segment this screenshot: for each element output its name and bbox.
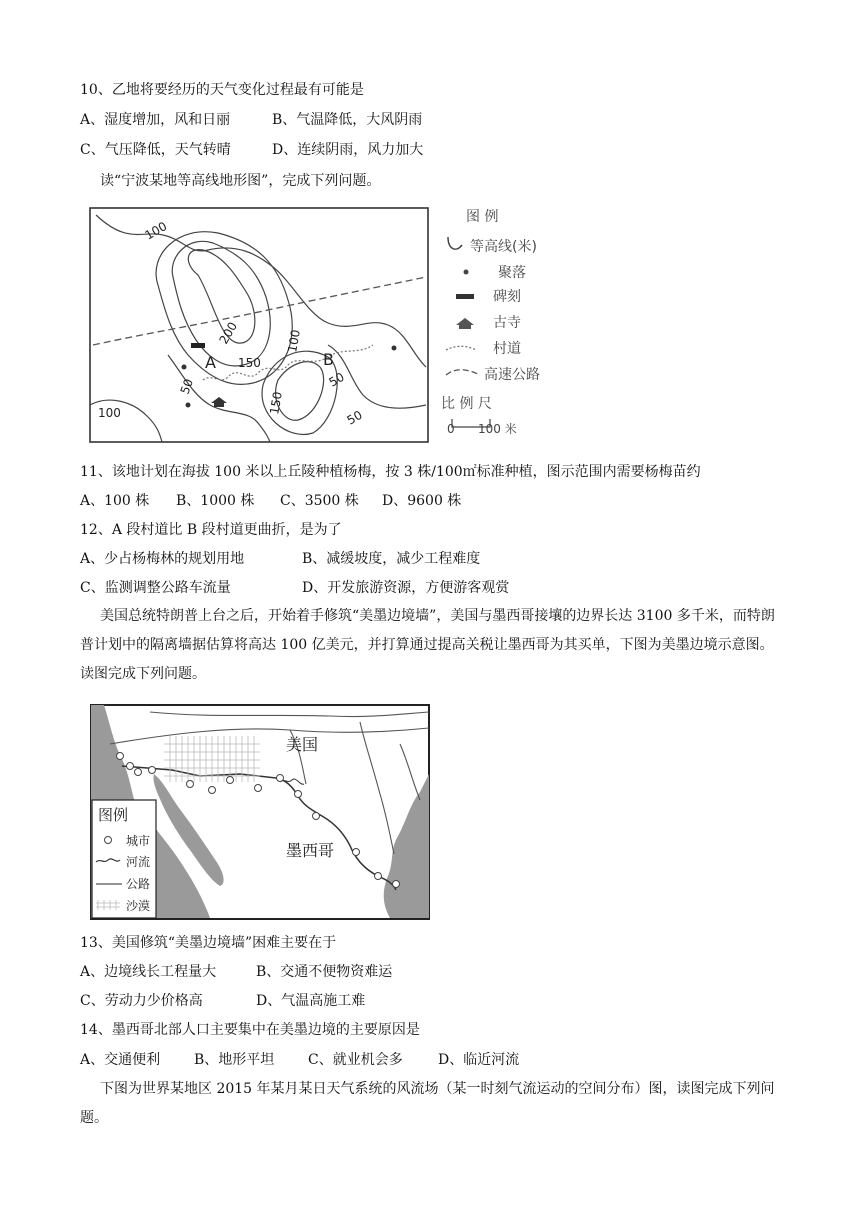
legend-title: 图 例 bbox=[466, 209, 499, 225]
intro-wind-field: 下图为世界某地区 2015 年某月某日天气系统的风流场（某一时刻气流运动的空间分布）图，读图完成下列问题。 bbox=[80, 1081, 775, 1126]
q10-stem: 10、乙地将要经历的天气变化过程最有可能是 bbox=[80, 82, 364, 98]
city-symbol bbox=[127, 763, 134, 770]
q12-option-b: B、减缓坡度，减少工程难度 bbox=[302, 551, 481, 567]
q13-option-c: C、劳动力少价格高 bbox=[80, 993, 203, 1009]
q12-stem: 12、A 段村道比 B 段村道更曲折，是为了 bbox=[80, 522, 342, 538]
city-symbol bbox=[117, 753, 124, 760]
contour-map-frame bbox=[90, 208, 428, 442]
border-map-legend bbox=[92, 800, 156, 918]
contour-map-figure bbox=[88, 205, 578, 445]
settlement-symbol bbox=[182, 365, 187, 370]
city-symbol bbox=[209, 787, 216, 794]
contour-map-legend bbox=[441, 209, 540, 436]
legend-village-road: 村道 bbox=[493, 341, 521, 357]
temple-icon bbox=[456, 318, 474, 329]
city-symbol bbox=[149, 767, 156, 774]
city-symbol bbox=[295, 791, 302, 798]
q10-option-b: B、气温降低，大风阴雨 bbox=[272, 112, 423, 128]
scale-zero: 0 bbox=[447, 422, 455, 436]
contour-label: 200 bbox=[216, 319, 241, 347]
legend-desert: 沙漠 bbox=[126, 899, 151, 913]
stele-icon bbox=[456, 294, 474, 299]
legend-stele: 碑刻 bbox=[493, 289, 521, 305]
city-symbol bbox=[187, 781, 194, 788]
village-road-icon bbox=[446, 346, 476, 350]
q11-option-d: D、9600 株 bbox=[382, 493, 462, 509]
city-symbol bbox=[277, 775, 284, 782]
city-symbol bbox=[393, 881, 400, 888]
settlement-icon bbox=[464, 270, 469, 275]
settlement-symbol bbox=[186, 403, 191, 408]
legend-scale-title: 比 例 尺 bbox=[441, 396, 492, 412]
label-usa: 美国 bbox=[286, 735, 319, 754]
intro-border-wall: 美国总统特朗普上台之后，开始着手修筑“美墨边境墙”，美国与墨西哥接壤的边界长达 3100 多千米，而特朗普计划中的隔离墙据估算将高达 100 亿美元，并打算通过提高关税让墨西哥为其买单，下图为美墨边境示意图。读图完成下列问题。 bbox=[80, 608, 775, 682]
settlement-symbol bbox=[392, 346, 397, 351]
legend-contour: 等高线(米) bbox=[470, 239, 537, 255]
q11-stem: 11、该地计划在海拔 100 米以上丘陵种植杨梅，按 3 株/100㎡标准种植，图示范围内需要杨梅苗约 bbox=[80, 464, 701, 480]
contour-label: 50 bbox=[326, 369, 347, 390]
q14-option-b: B、地形平坦 bbox=[194, 1052, 275, 1068]
legend-settlement: 聚落 bbox=[498, 265, 526, 281]
city-symbol bbox=[227, 777, 234, 784]
city-symbol bbox=[135, 769, 142, 776]
contour-label: 150 bbox=[267, 390, 285, 416]
q13-option-d: D、气温高施工难 bbox=[256, 993, 366, 1009]
intro-contour-map: 读“宁波某地等高线地形图”，完成下列问题。 bbox=[100, 173, 381, 189]
legend-temple: 古寺 bbox=[493, 315, 521, 331]
legend-city: 城市 bbox=[126, 834, 151, 848]
q10-option-c: C、气压降低，天气转晴 bbox=[80, 142, 231, 158]
q12-option-a: A、少占杨梅林的规划用地 bbox=[80, 551, 245, 567]
q14-option-d: D、临近河流 bbox=[438, 1052, 520, 1068]
label-mexico: 墨西哥 bbox=[286, 841, 335, 860]
legend-title: 图例 bbox=[98, 806, 129, 824]
contour-label: 100 bbox=[142, 219, 170, 243]
contour-label: 150 bbox=[238, 356, 261, 370]
q14-option-a: A、交通便利 bbox=[80, 1052, 161, 1068]
q11-option-c: C、3500 株 bbox=[280, 493, 359, 509]
q12-option-c: C、监测调整公路车流量 bbox=[80, 580, 231, 596]
contour-label: 100 bbox=[98, 406, 121, 420]
city-symbol bbox=[375, 873, 382, 880]
city-symbol bbox=[255, 785, 262, 792]
q10-option-a: A、湿度增加，风和日丽 bbox=[80, 112, 231, 128]
q11-option-a: A、100 株 bbox=[80, 493, 150, 509]
q13-stem: 13、美国修筑“美墨边境墙”困难主要在于 bbox=[80, 935, 337, 951]
contour-label: 50 bbox=[344, 407, 365, 428]
q13-option-a: A、边境线长工程量大 bbox=[80, 964, 217, 980]
contour-label: 100 bbox=[285, 328, 303, 354]
city-symbol bbox=[353, 849, 360, 856]
city-symbol bbox=[313, 813, 320, 820]
border-map-figure bbox=[90, 704, 430, 920]
q12-option-d: D、开发旅游资源，方便游客观赏 bbox=[302, 580, 510, 596]
highway-icon bbox=[446, 370, 480, 375]
legend-highway: 高速公路 bbox=[484, 367, 540, 383]
point-b-label: B bbox=[323, 350, 334, 369]
city-icon bbox=[105, 837, 112, 844]
legend-road: 公路 bbox=[126, 877, 151, 891]
scale-value: 100 米 bbox=[478, 422, 517, 436]
legend-river: 河流 bbox=[126, 855, 151, 869]
q10-option-d: D、连续阴雨，风力加大 bbox=[272, 142, 424, 158]
point-a-label: A bbox=[205, 353, 216, 372]
contour-line-icon bbox=[448, 237, 462, 249]
q11-option-b: B、1000 株 bbox=[176, 493, 255, 509]
stele-symbol bbox=[191, 343, 205, 348]
q13-option-b: B、交通不便物资难运 bbox=[256, 964, 393, 980]
q14-stem: 14、墨西哥北部人口主要集中在美墨边境的主要原因是 bbox=[80, 1022, 420, 1038]
contour-label: 50 bbox=[177, 376, 197, 397]
q14-option-c: C、就业机会多 bbox=[308, 1052, 403, 1068]
